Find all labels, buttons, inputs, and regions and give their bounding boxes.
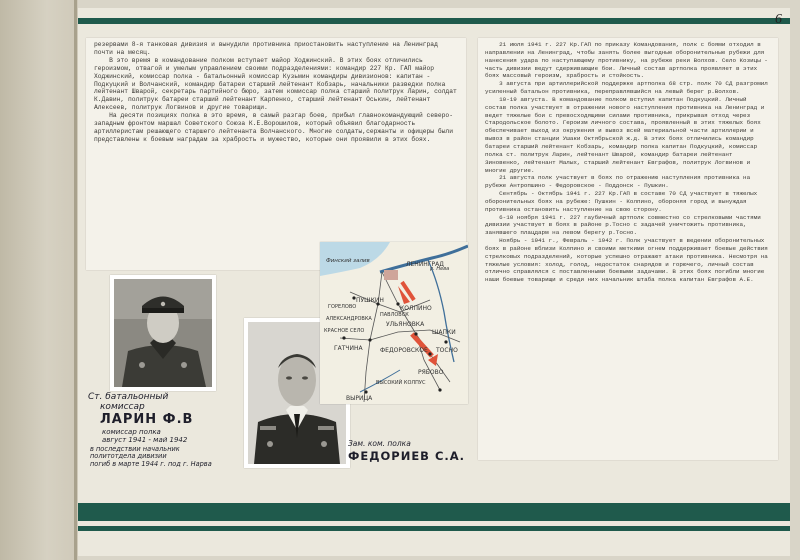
map-label-vysokiy: ВЫСОКИЙ КОЛПУС: [376, 380, 426, 386]
right-typed-text: 21 июля 1941 г. 227 Кр.ГАП по приказу Командования, полк с боями отходил в направлении на Ленинград, чтобы занять более выгодные оборонительные рубежи для нанесения удара по наступающему противнику, на рубеже реки Волхов. Село Козицы - часть дивизии ведут сдерживающие бои. Личный состав артполка проявляет в этих боях массовый героизм, храбрость и стойкость. 3 августа при артиллерийской поддержке артполка 68 стр. полк 70 СД разгромил усиленный батальон противника, переправлявшийся на левый берег р.Волхов. 10-19 августа. В командование полком вступил капитан Подкуцкий. Личный состав полка участвует в отражении нового наступления противника на Ленинград и ведет тяжелые бои с превосходящими силами противника, прикрывая отход через Стародольское болото. Героизм личного состава, проявленный в этих тяжелых боях обеспечивает выход из окружения и вывоз всей материальной части артиллерии и вывоз в район станции Ушаки Октябрьской ж.д. В этих боях отличились командир батареи старший лейтенант Кобзарь, командир полка капитан Подкуцкий, комиссар полка ст. политрук Ларин, лейтенант Шварой, командир батареи лейтенант Зиновенко, лейтенант Малых, старший лейтенант Евграфов, политрук Логвинов и многие другие. 21 августа полк участвует в боях по отражению наступления противника на рубеже Антропшино - Федоровское - Поддонск - Пушкин. Сентябрь - Октябрь 1941 г. 227 Кр.ГАП в составе 70 СД участвует в тяжелых оборонительных боях на рубеже: Пушкин - Колпино, обороняя город и вынуждая противника остановить наступление на свою сторону. 6-10 ноября 1941 г. 227 гаубичный артполк совместно со стрелковыми частями дивизии участвует в боях в районе р.Тосно с задачей уничтожить противника, занявшего плацдарм на левом берегу р.Тосно. Ноябрь - 1941 г., Февраль - 1942 г. Полк участвует в ведении оборонительных боях в районе вблизи Колпино и своими меткими огнем поддерживает боевые действия стрелковых подразделений, которые успешно отражают атаки противника. Несмотря на тяжелые условия: холод, голод, недостаток снарядов и горючего, личный состав отлично справлялся с поставленными боевыми задачами. В этих боях погибли многие наши боевые товарищи и среди них начальник штаба полка капитан Евграфов А.Е.: [485, 41, 768, 284]
photo-larin: [110, 275, 216, 391]
map-label-pushkin: ПУШКИН: [356, 297, 384, 304]
map-label-neva: р. Нева: [430, 266, 450, 272]
caption-fedoriev-role: Зам. ком. полка: [348, 439, 411, 448]
caption-larin-dates: август 1941 - май 1942: [102, 435, 188, 444]
caption-larin-rank: Ст. батальонный: [88, 392, 169, 402]
map-label-leningrad: ЛЕНИНГРАД: [406, 261, 444, 268]
caption-fedoriev: [348, 440, 478, 463]
map-label-ryabovo: РЯБОВО: [418, 369, 444, 376]
caption-larin-title: комиссар: [100, 402, 145, 413]
portrait-larin: [114, 279, 212, 387]
left-typed-sheet: [86, 38, 466, 270]
map-label-fedorovskoe: ФЕДОРОВСКОЕ: [380, 347, 428, 354]
bottom-green-stripe-thin: [78, 526, 790, 531]
spine-crease: [74, 0, 77, 560]
page-number: 6: [775, 12, 782, 27]
map-label-shapki: ШАПКИ: [432, 329, 456, 336]
caption-larin-note-3: погиб в марте 1944 г. под г. Нарва: [90, 459, 212, 468]
map-label-gatchina: ГАТЧИНА: [334, 345, 363, 352]
caption-larin-name: ЛАРИН Ф.В: [100, 411, 194, 427]
caption-larin-note-2: политотдела дивизии: [90, 452, 167, 461]
album-spine: [0, 0, 78, 560]
caption-larin-role: комиссар полка: [102, 427, 161, 436]
map-label-pavlovsk: ПАВЛОВСК: [380, 312, 409, 318]
map-label-gulf: Финский залив: [326, 258, 370, 264]
top-green-stripe: [78, 18, 790, 24]
bottom-green-stripe-thick: [78, 503, 790, 521]
map-label-ulyanovka: УЛЬЯНОВКА: [386, 321, 425, 328]
map-city-leningrad: [384, 270, 398, 280]
map-label-gorelovo: ГОРЕЛОВО: [328, 304, 357, 310]
map-label-aleksandrovka: АЛЕКСАНДРОВКА: [326, 316, 372, 322]
caption-fedoriev-name: ФЕДОРИЕВ С.А.: [348, 448, 466, 463]
left-typed-text: резервами 8-я танковая дивизия и вынудили противника приостановить наступление на Ленинград почти на месяц. В это время в командование полком вступает майор Ходжинский. В этих боях отличились героизмом, отвагой и умелым управлением своими подразделениями: командир 227 Кр. ГАП майор Ходжинский, комиссар полка - батальонный комиссар Кузьмин командиры дивизионов: капитан - Подкуцкий и Волчанский, командир батареи старший лейтенант Кобзарь, начальники разведки полка лейтенант Шварой, секретарь партийного бюро, затем комиссар полка старший политрук Ларин, солдат К.Давин, политрук батареи старший лейтенант Карпенко, старший лейтенант Оськин, лейтенант Алексеев, политрук Логвинов и другие товарищи. На десяти позициях полка в это время, в самый разгар боев, прибыл главнокомандующий северо-западным фронтом маршал Советского Союза К.Е.Ворошилов, который объявил благодарность артиллеристам решающего старшего лейтенанта Волчанского. Многие солдаты,сержанты и офицеры были представлены к боевым наградам за храбрость и мужество, которые они проявили в этих боях.: [94, 41, 457, 143]
map-label-tosno: ТОСНО: [436, 347, 458, 354]
map-label-krasnoe: КРАСНОЕ СЕЛО: [324, 328, 365, 334]
caption-larin: [88, 392, 248, 468]
map-label-vyritsa: ВЫРИЦА: [346, 395, 373, 402]
right-typed-sheet: [478, 38, 778, 460]
battle-map: [320, 242, 468, 404]
map-label-kolpino: КОЛПИНО: [400, 305, 432, 312]
caption-larin-note-1: в последствии начальник: [90, 444, 180, 453]
